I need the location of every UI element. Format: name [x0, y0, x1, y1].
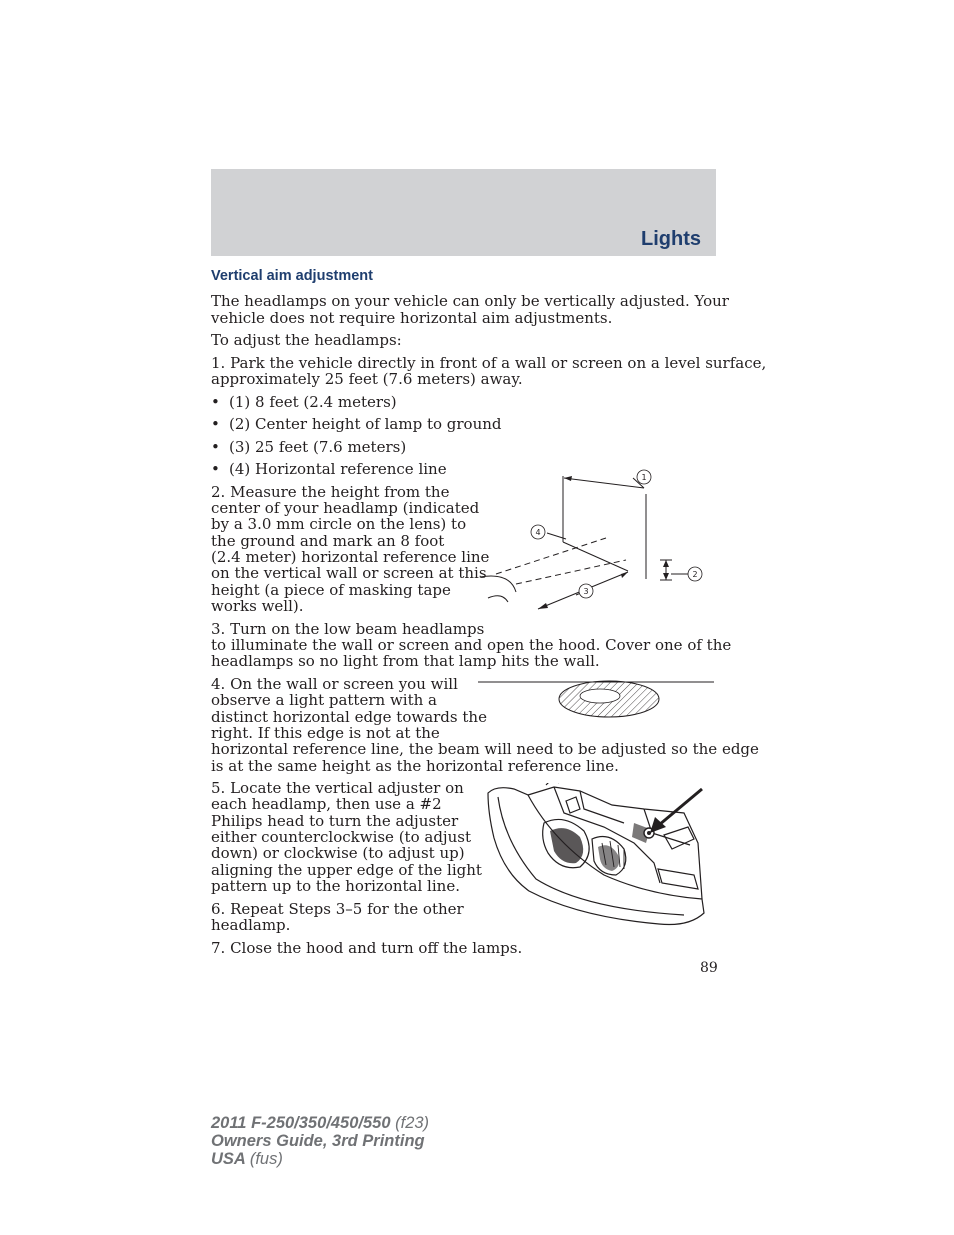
step2-line: center of your headlamp (indicated — [211, 499, 480, 517]
step4-line: 4. On the wall or screen you will — [211, 675, 458, 693]
list-item-text: (2) Center height of lamp to ground — [229, 415, 502, 433]
callout-2-label: 2 — [692, 570, 698, 579]
adjuster-pointer-arrow — [659, 789, 702, 825]
step1-line: approximately 25 feet (7.6 meters) away. — [211, 370, 523, 388]
footer — [211, 1114, 429, 1168]
list-item: • (4) Horizontal reference line — [211, 460, 447, 478]
step5-line: Philips head to turn the adjuster — [211, 812, 459, 830]
step2-line: the ground and mark an 8 foot — [211, 532, 445, 550]
intro-line: The headlamps on your vehicle can only be vertically adjusted. Your — [211, 292, 729, 310]
step4-line: distinct horizontal edge towards the — [211, 708, 487, 726]
light-pattern-figure — [476, 675, 716, 725]
callout-3-label: 3 — [583, 587, 589, 596]
callout-4-label: 4 — [535, 528, 541, 537]
step2-line: height (a piece of masking tape — [211, 581, 451, 599]
step5-line: down) or clockwise (to adjust up) — [211, 844, 465, 862]
reflector-shadow — [550, 828, 583, 863]
step2-line: on the vertical wall or screen at this — [211, 564, 487, 582]
headlamp-shell — [488, 788, 704, 925]
headlamp-arc — [480, 576, 516, 592]
step3-line: headlamps so no light from that lamp hits the wall. — [211, 652, 600, 670]
list-item-text: (4) Horizontal reference line — [229, 460, 447, 478]
step5-line: pattern up to the horizontal line. — [211, 877, 460, 895]
beam-line-upper — [496, 538, 606, 574]
step4-line: horizontal reference line, the beam will need to be adjusted so the edge — [211, 740, 759, 758]
beam-pattern-hotspot — [580, 689, 620, 703]
dimension-1-line — [564, 478, 644, 488]
section-header-band — [211, 169, 716, 256]
list-item: • (1) 8 feet (2.4 meters) — [211, 393, 397, 411]
footer-line-1: 2011 F-250/350/450/550 (f23) — [211, 1114, 430, 1132]
step2-line: works well). — [211, 597, 304, 615]
list-item-text: (1) 8 feet (2.4 meters) — [229, 393, 397, 411]
step1-line: 1. Park the vehicle directly in front of a wall or screen on a level surface, — [211, 354, 767, 372]
step7-line: 7. Close the hood and turn off the lamps. — [211, 939, 523, 957]
section-heading: Vertical aim adjustment — [211, 268, 373, 284]
step6-line: 6. Repeat Steps 3–5 for the other — [211, 900, 464, 918]
list-item: • (3) 25 feet (7.6 meters) — [211, 438, 407, 456]
step4-line: observe a light pattern with a — [211, 691, 437, 709]
headlamp-assembly-illustration — [484, 783, 708, 931]
beam-line-lower — [516, 560, 626, 584]
step5-line: each headlamp, then use a #2 — [211, 795, 442, 813]
callout-1-label: 1 — [641, 473, 647, 482]
intro-line: vehicle does not require horizontal aim adjustments. — [211, 309, 613, 327]
list-item: • (2) Center height of lamp to ground — [211, 415, 502, 433]
section-title: Lights — [641, 228, 701, 250]
step3-line: to illuminate the wall or screen and open the hood. Cover one of the — [211, 636, 732, 654]
step4-line: right. If this edge is not at the — [211, 724, 440, 742]
step4-line: is at the same height as the horizontal reference line. — [211, 757, 619, 775]
list-item-text: (3) 25 feet (7.6 meters) — [229, 438, 407, 456]
step5-line: 5. Locate the vertical adjuster on — [211, 779, 464, 797]
to-adjust-text: To adjust the headlamps: — [211, 331, 402, 349]
step5-line: either counterclockwise (to adjust — [211, 828, 471, 846]
step6-line: headlamp. — [211, 916, 291, 934]
step2-line: by a 3.0 mm circle on the lens) to — [211, 515, 467, 533]
lens-edge — [498, 797, 684, 915]
headlamp-aiming-diagram — [476, 464, 716, 624]
step3-line: 3. Turn on the low beam headlamps — [211, 620, 485, 638]
footer-line-2: Owners Guide, 3rd Printing — [211, 1132, 425, 1150]
page-number: 89 — [700, 960, 718, 976]
step2-line: (2.4 meter) horizontal reference line — [211, 548, 490, 566]
step5-line: aligning the upper edge of the light — [211, 861, 482, 879]
step2-line: 2. Measure the height from the — [211, 483, 450, 501]
footer-line-3: USA (fus) — [211, 1150, 283, 1168]
